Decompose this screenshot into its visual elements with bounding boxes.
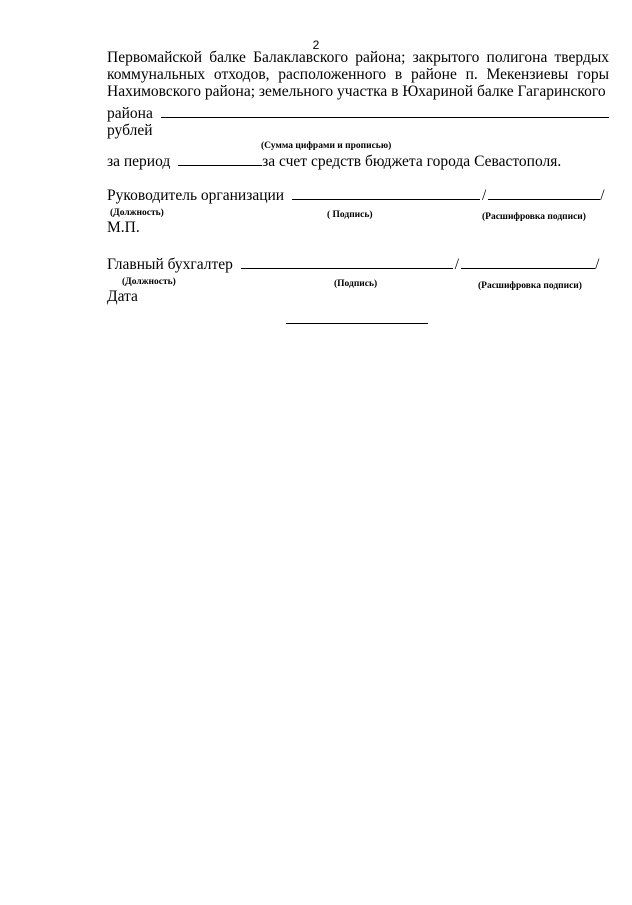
stamp-row xyxy=(107,219,140,237)
accountant-slash-1: / xyxy=(454,256,460,273)
page-number: 2 xyxy=(312,38,320,52)
head-signature-field[interactable] xyxy=(292,187,480,200)
stamp-label: М.П. xyxy=(107,219,140,236)
head-row xyxy=(107,187,605,205)
head-decoding-field[interactable] xyxy=(488,187,600,200)
head-slash-1: / xyxy=(481,187,487,204)
bottom-rule xyxy=(286,323,428,324)
accountant-row xyxy=(107,256,599,274)
head-caption-signature: ( Подпись) xyxy=(327,210,373,220)
period-suffix: за счет средств бюджета города Севастополя. xyxy=(262,153,562,170)
accountant-signature-field[interactable] xyxy=(241,256,453,269)
rubles-label: рублей xyxy=(107,122,153,139)
head-caption-position: (Должность) xyxy=(110,208,164,218)
accountant-label: Главный бухгалтер xyxy=(107,256,233,273)
rayona-row xyxy=(107,105,609,123)
date-label: Дата xyxy=(107,288,138,305)
period-label: за период xyxy=(107,153,171,170)
sum-caption: (Сумма цифрами и прописью) xyxy=(261,141,392,151)
sum-field[interactable] xyxy=(161,105,609,118)
head-caption-decoding: (Расшифровка подписи) xyxy=(482,212,586,222)
body-paragraph: Первомайской балке Балаклавского района; закрытого полигона твердых коммунальных отходов, расположенного в районе п. Мекензиевы горы Нахимовского района; земельного участка в Юхариной балке Гагаринского xyxy=(107,49,609,100)
head-label: Руководитель организации xyxy=(107,187,285,204)
accountant-caption-signature: (Подпись) xyxy=(334,279,378,289)
head-slash-2: / xyxy=(600,187,605,204)
rayona-label: района xyxy=(107,105,153,122)
accountant-slash-2: / xyxy=(595,256,600,273)
period-field[interactable] xyxy=(178,153,262,166)
rubles-row xyxy=(107,122,153,140)
date-row xyxy=(107,288,138,306)
period-row xyxy=(107,153,561,171)
accountant-caption-decoding: (Расшифровка подписи) xyxy=(478,281,582,291)
accountant-decoding-field[interactable] xyxy=(461,256,595,269)
accountant-caption-position: (Должность) xyxy=(122,277,176,287)
